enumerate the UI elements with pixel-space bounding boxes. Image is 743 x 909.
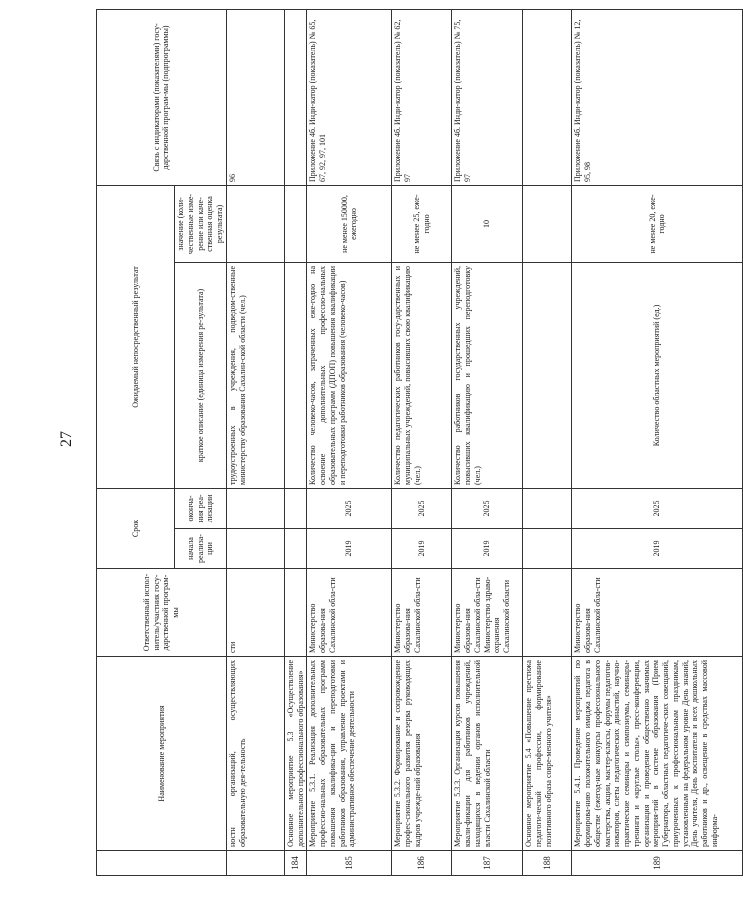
row-start: [226, 529, 284, 569]
row-desc: Количество областных мероприятий (ед.): [572, 262, 743, 488]
page-number: 27: [58, 431, 75, 447]
row-value: не менее 25, еже-годно: [392, 185, 452, 262]
row-end: [226, 488, 284, 528]
row-start: 2019: [452, 529, 523, 569]
row-end: 2025: [392, 488, 452, 528]
header-value: значение (коли-чественные изме-рение или каче-ственная оценка результата): [175, 185, 227, 262]
header-result: Ожидаемый непосредственный результат: [97, 185, 175, 488]
row-num: 189: [572, 851, 743, 876]
header-desc: краткое описание (единица измерения ре-зультата): [175, 262, 227, 488]
header-responsible: Ответственный испол-нитель/участник госу-дарственной програм-мы: [97, 569, 227, 657]
row-end: 2025: [452, 488, 523, 528]
header-num: [97, 851, 227, 876]
table-row: [226, 9, 284, 875]
row-desc: [523, 262, 572, 488]
row-value: [523, 185, 572, 262]
row-start: 2019: [307, 529, 392, 569]
row-name: Мероприятие 5.3.3. Организация курсов повышения квали-фикации для работников учреждений, находящихся в ведении органов исполнительной власти Сахалинской области: [452, 657, 523, 851]
row-end: [284, 488, 307, 528]
table-row: [392, 9, 452, 875]
program-table: [96, 9, 743, 876]
row-end: 2025: [572, 488, 743, 528]
row-start: [523, 529, 572, 569]
row-num: 184: [284, 851, 307, 876]
row-num: 187: [452, 851, 523, 876]
row-value: 10: [452, 185, 523, 262]
table-row: [284, 9, 307, 875]
row-num: 185: [307, 851, 392, 876]
row-num: 188: [523, 851, 572, 876]
row-start: [284, 529, 307, 569]
table-row: [523, 9, 572, 875]
row-name: ностн организаций, осуществляющих образовательную дея-тельность: [226, 657, 284, 851]
row-responsible: сти: [226, 569, 284, 657]
row-responsible: Министерство образова-ния Сахалинской обла-сти: [307, 569, 392, 657]
row-num: [226, 851, 284, 876]
row-responsible: Министерство образова-ния Сахалинской обла-сти: [392, 569, 452, 657]
row-desc: Количество человеко-часов, затраченных еже-годно на освоение дополнительных профессио-нальных образовательных программ (ДПОП) повышения квалификации и переподготовки работников образования (человеко-часов): [307, 262, 392, 488]
row-value: [226, 185, 284, 262]
table-row: [307, 9, 392, 875]
row-link: Приложение 4б. Инди-катор (показатель) № 65, 67, 92, 97, 101: [307, 9, 392, 185]
header-term: Срок: [97, 488, 175, 568]
header-start: начала реализа-ции: [175, 529, 227, 569]
rotated-table-wrapper: [96, 10, 719, 876]
header-name: Наименование мероприятия: [97, 657, 227, 851]
row-responsible: [523, 569, 572, 657]
row-value: [284, 185, 307, 262]
row-responsible: Министерство образова-ния Сахалинской обла-сти Министерство здраво-охранения Сахалинской области: [452, 569, 523, 657]
table-row: [452, 9, 523, 875]
row-start: 2019: [572, 529, 743, 569]
row-name: Мероприятие 5.4.1. Проведение мероприятий по формирова-нию положительного имиджа педагога в обществе (ежегод-ные конкурсы профессионального мастерства, акции, мастер-классы, форумы педагогов-новаторов, слеты педагогических династий, научно-практические семинары и симпозиумы, семинары-тренинги и «круглые столы», пресс-конференции, организация и проведение общественно значимых мероприя-тий в системе образования (Прием Губернатора, областных педагогиче-ских совещаний, приуроченных к профессиональным праздникам, установленным на федеральном уровне День знаний, День учителя, День воспитателя и всех дошкольных работников и др., освещение в средствах массовой информа-: [572, 657, 743, 851]
row-desc: трудоустроенных в учреждения, подведом-ственные министерству образования Сахалин-ской области (чел.): [226, 262, 284, 488]
row-name: Основное мероприятие 5.3 «Осуществление дополнительного профессионального образования»: [284, 657, 307, 851]
row-value: не менее 20, еже-годно: [572, 185, 743, 262]
row-name: Мероприятие 5.3.2. Формирование и сопровождение профес-сионального развития резерва руководящих кадров учрежде-ний образования: [392, 657, 452, 851]
row-value: не менее 150000, ежегодно: [307, 185, 392, 262]
row-link: 96: [226, 9, 284, 185]
row-start: 2019: [392, 529, 452, 569]
row-link: [523, 9, 572, 185]
row-link: Приложение 4б. Инди-катор (показатель) № 75, 97: [452, 9, 523, 185]
row-desc: Количество педагогических работников госу-дарственных и муниципальных учреждений, повысивших свою квалификацию (чел.): [392, 262, 452, 488]
row-link: Приложение 4б. Инди-катор (показатель) № 12, 95, 98: [572, 9, 743, 185]
row-end: [523, 488, 572, 528]
table-row: [572, 9, 743, 875]
row-name: Мероприятие 5.3.1. Реализация дополнительных профессио-нальных образовательных программ повышения квалифика-ции и переподготовки работников образования, управление проектами и административное обеспечение деятельности: [307, 657, 392, 851]
row-link: [284, 9, 307, 185]
row-link: Приложение 4б. Инди-катор (показатель) № 62, 97: [392, 9, 452, 185]
header-end: оконча-ния реа-лизации: [175, 488, 227, 528]
row-num: 186: [392, 851, 452, 876]
row-responsible: [284, 569, 307, 657]
row-responsible: Министерство образова-ния Сахалинской обла-сти: [572, 569, 743, 657]
header-link: Связь с индикаторами (показателями) госу-дарственной програм-мы (подпрограммы): [97, 9, 227, 185]
row-end: 2025: [307, 488, 392, 528]
row-desc: Количество работников государственных учреждений, повысивших квалификацию и прошедших переподготовку (чел.): [452, 262, 523, 488]
row-desc: [284, 262, 307, 488]
row-name: Основное мероприятие 5.4 «Повышение престижа педагоги-ческой профессии, формирование позитивного образа совре-менного учителя»: [523, 657, 572, 851]
